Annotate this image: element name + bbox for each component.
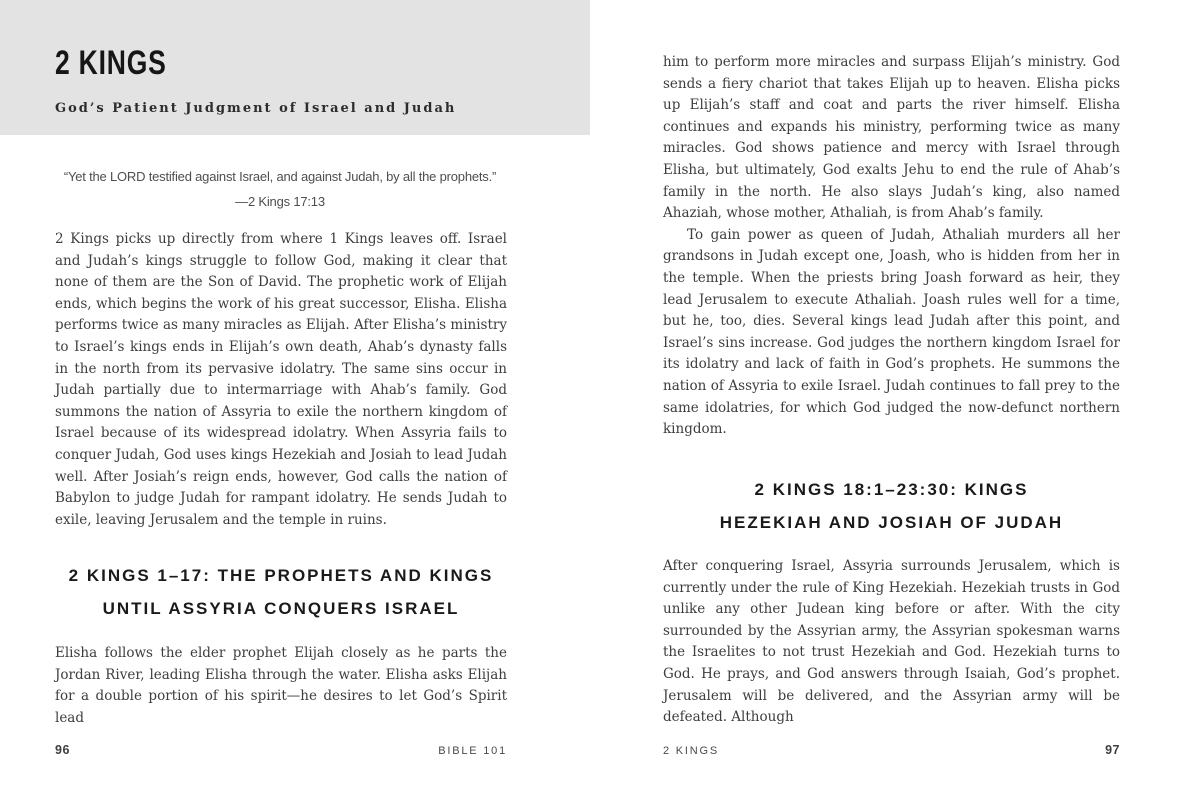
right-page-text-column: [663, 52, 1120, 441]
section-heading-line-2: HEZEKIAH AND JOSIAH OF JUDAH: [719, 513, 1064, 532]
chapter-title: 2 KINGS: [55, 44, 167, 82]
chapter-subtitle: God’s Patient Judgment of Israel and Judah: [55, 101, 457, 116]
epigraph-quote: “Yet the LORD testified against Israel, and against Judah, by all the prophets.”: [63, 169, 497, 184]
footer-right: [663, 743, 1120, 757]
paragraph-athaliah: To gain power as queen of Judah, Athaliah murders all her grandsons in Judah except one, Joash, who is hidden from her in the temple. When the priests bring Joash forward as heir, they lead Jerusalem to execute Athaliah. Joash rules well for a time, but he, too, dies. Several kings lead Judah after this point, and Israel’s sins increase. God judges the northern kingdom Israel for its idolatry and lack of faith in God’s prophets. He summons the nation of Assyria to exile Israel. Judah continues to fall prey to the same idolatries, for which God judged the now-defunct northern kingdom.: [663, 226, 1120, 438]
paragraph-section-start: Elisha follows the elder prophet Elijah closely as he parts the Jordan River, leading Elisha through the water. Elisha asks Elijah for a double portion of his spirit—he desires to let God’s Spirit lead: [55, 645, 507, 726]
running-head-right: 2 KINGS: [663, 745, 720, 757]
paragraph-continued: him to perform more miracles and surpass Elijah’s ministry. God sends a fiery chariot that takes Elijah up to heaven. Elisha picks up Elijah’s staff and coat and parts the river himself. Elisha continues and expands his ministry, performing twice as many miracles. God shows patience and mercy with Israel through Elisha, but ultimately, God exalts Jehu to end the rule of Ahab’s family in the north. He also slays Judah’s king, also named Ahaziah, whose mother, Athaliah, is from Ahab’s family.: [663, 54, 1120, 222]
section-heading-left: [55, 559, 507, 625]
paragraph-hezekiah: After conquering Israel, Assyria surrounds Jerusalem, which is currently under the rule of King Hezekiah. Hezekiah trusts in God unlike any other Judean king before or after. With the city surrounded by the Assyrian army, the Assyrian spokesman warns the Israelites to not trust Hezekiah and God. Hezekiah turns to God. He prays, and God answers through Isaiah, God’s prophet. Jerusalem will be delivered, and the Assyrian army will be defeated. Although: [663, 558, 1120, 726]
epigraph: [30, 164, 530, 214]
section-heading-right: [663, 473, 1120, 539]
section-heading-line-1: 2 KINGS 1–17: THE PROPHETS AND KINGS: [68, 566, 494, 585]
chapter-header: [0, 0, 590, 135]
page-number-right: 97: [1105, 743, 1120, 757]
section-heading-line-1: 2 KINGS 18:1–23:30: KINGS: [754, 480, 1029, 499]
epigraph-attribution: —2 Kings 17:13: [235, 194, 325, 209]
running-head-left: BIBLE 101: [438, 745, 507, 757]
page-right: [589, 0, 1178, 800]
section-heading-line-2: UNTIL ASSYRIA CONQUERS ISRAEL: [102, 599, 460, 618]
paragraph-chapter-intro: 2 Kings picks up directly from where 1 Kings leaves off. Israel and Judah’s kings struggle to follow God, making it clear that none of them are the Son of David. The prophetic work of Elijah ends, which begins the work of his great successor, Elisha. Elisha performs twice as many miracles as Elijah. After Elisha’s ministry to Israel’s kings ends in Elijah’s own death, Ahab’s dynasty falls in the north from its pervasive idolatry. The same sins occur in Judah partially due to intermarriage with Ahab’s family. God summons the nation of Assyria to exile the northern kingdom of Israel because of its widespread idolatry. When Assyria fails to conquer Judah, God uses kings Hezekiah and Josiah to lead Judah well. After Josiah’s reign ends, however, God calls the nation of Babylon to judge Judah for rampant idolatry. He sends Judah to exile, leaving Jerusalem and the temple in ruins.: [55, 231, 507, 528]
page-number-left: 96: [55, 743, 70, 757]
footer-left: [55, 743, 507, 757]
